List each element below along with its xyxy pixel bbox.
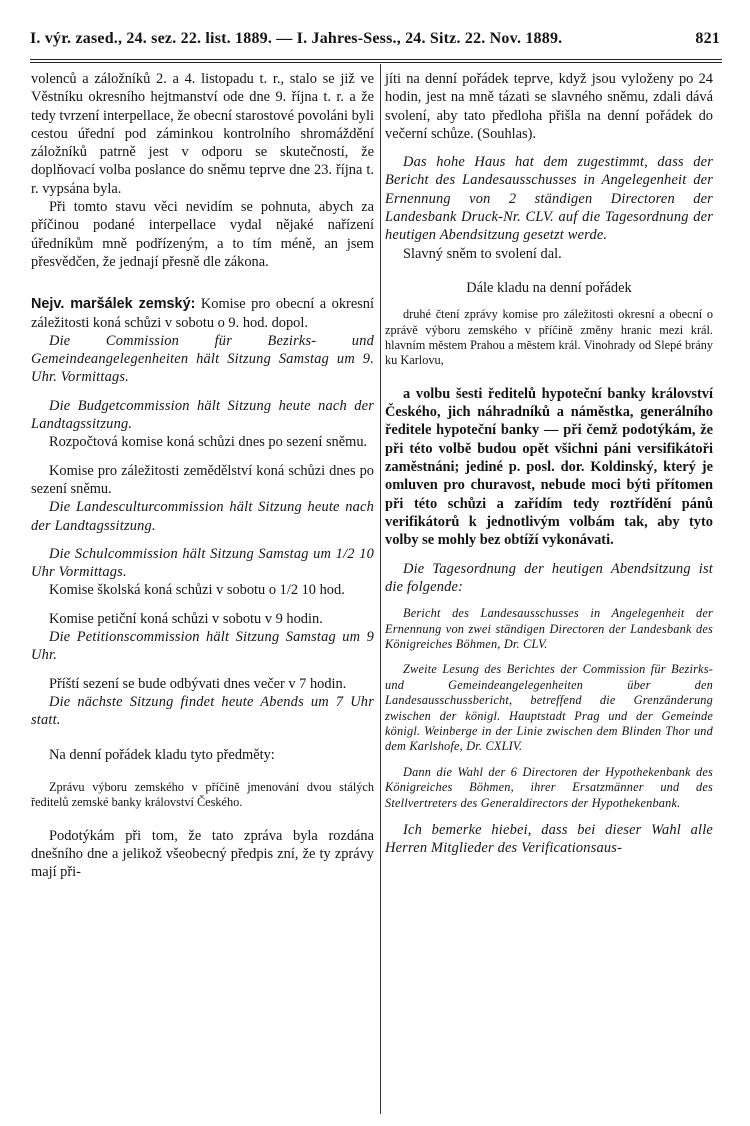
paragraph: volenců a záložníků 2. a 4. listopadu t. r., stalo se již ve Věstníku okresního hejtmanství ode dne 9. října t. r. a že tedy tvrzení interpellace, že obecní starostové povoláni byli cestou úřední pod záminkou kontrolního shromáždění záložníků patrně jest v odporu se skutečností, že doplňovací volba poslance do sněmu teprve dne 23. října t. r. vypsána byla. [31,71,374,197]
right-column [385,70,713,858]
speaker-name: Nejv. maršálek zemský: [31,296,196,313]
paragraph: Komise pro záležitosti zemědělství koná schůzi dnes po sezení sněmu. [31,462,374,497]
paragraph: Podotýkám při tom, že tato zpráva byla rozdána dnešního dne a jelikož všeobecný předpis zní, že ty zprávy mají při- [31,827,374,881]
agenda-item-german: Zweite Lesung des Berichtes der Commission für Bezirks- und Gemeindeangelegenheiten über den Landesausschussbericht, betreffend die Grenzänderung zwischen der königl. Hauptstadt Prag und der Gemeinde königl. Weinberge in der Linie zwischen dem Blinden Thor und dem Karlshofe, Dr. CXLIV. [385,662,713,754]
agenda-item: druhé čtení zprávy komise pro záležitosti okresní a obecní o zprávě výboru zemského v příčině změny hranic mezi král. hlavním městem Prahou a městem král. Vinohrady od Slepé brány ku Karlovu, [385,307,713,368]
agenda-item-german: Dann die Wahl der 6 Directoren der Hypothekenbank des Königreiches Böhmen, ihrer Ersatzmänner und des Stellvertreters des Generaldirectors der Hypothekenbank. [385,764,713,810]
page-number: 821 [695,30,720,47]
paragraph: Příští sezení se bude odbývati dnes večer v 7 hodin. [49,675,347,692]
paragraph-text: Komise pro obecní a okresní záležitosti koná schůzi v sobotu o 9. hod. dopol. [31,296,375,331]
paragraph: Slavný sněm to svolení dal. [403,245,562,262]
paragraph: a volbu šesti ředitelů hypoteční banky království Českého, jich náhradníků a náměstka, generálního ředitele hypoteční banky — při čemž podotýkám, že při této volbě budou opět všichni páni versifikátoři zaměstnáni; jediné p. posl. dor. Koldinský, který je omluven pro churavost, nebude moci býti přítomen při této schůzi a zařídím tedy roztřídění pánů verifikátorů k jednotlivým volbám tak, aby tyto volby se mohly bez obtíží vykonávati. [385,385,713,549]
paragraph-german: Das hohe Haus hat dem zugestimmt, dass der Bericht des Landesausschusses in Angelegenheit der Ernennung von 2 ständigen Directoren der Landesbank Druck-Nr. CLV. auf die Tagesordnung der heutigen Abendsitzung gesetzt werde. [385,154,713,244]
paragraph: Při tomto stavu věci nevidím se pohnuta, abych za příčinou podané interpellace vydal nějaké nařízení úředníkům mně podřízeným, a to tím méně, an jsem přesvědčen, že jednají přesně dle zákona. [31,199,374,270]
left-column [31,70,374,882]
header-rule [30,59,722,60]
header-rule-second [30,62,722,63]
agenda-item-german: Bericht des Landesausschusses in Angelegenheit der Ernennung von zwei ständigen Directoren der Landesbank des Königreiches Böhmen, Dr. CLV. [385,606,713,651]
paragraph: Dále kladu na denní pořádek [466,279,632,296]
running-header [30,30,720,48]
paragraph-german: Die Petitionscommission hält Sitzung Samstag um 9 Uhr. [31,629,374,664]
header-title: I. výr. zased., 24. sez. 22. list. 1889. — I. Jahres-Sess., 24. Sitz. 22. Nov. 1889. [30,30,563,47]
paragraph: Na denní pořádek kladu tyto předměty: [49,746,275,763]
column-divider [380,64,381,1114]
paragraph: Komise školská koná schůzi v sobotu o 1/2 10 hod. [49,582,345,599]
paragraph-german: Die Schulcommission hält Sitzung Samstag um 1/2 10 Uhr Vormittags. [31,545,374,581]
paragraph: jíti na denní pořádek teprve, když jsou vyloženy po 24 hodin, jest na mně tázati se slavného sněmu, zdali dává svolení, aby tato předloha přišla na denní pořádek do večerní schůze. (Souhlas). [385,71,713,142]
paragraph: Rozpočtová komise koná schůzi dnes po sezení sněmu. [49,434,368,451]
paragraph-german: Die Landesculturcommission hält Sitzung heute nach der Landtagssitzung. [31,499,374,534]
paragraph: Komise petiční koná schůzi v sobotu v 9 hodin. [49,610,323,627]
agenda-item: Zprávu výboru zemského v příčině jmenování dvou stálých ředitelů zemské banky království Českého. [31,779,374,810]
paragraph-german: Die Commission für Bezirks- und Gemeindeangelegenheiten hält Sitzung Samstag um 9. Uhr. Vormittags. [31,332,374,386]
paragraph-german: Ich bemerke hiebei, dass bei dieser Wahl alle Herren Mitglieder des Verificationsaus- [385,822,713,857]
speaker-paragraph [31,295,374,332]
paragraph-german: Die Tagesordnung der heutigen Abendsitzung ist die folgende: [385,560,713,595]
paragraph-german: Die nächste Sitzung findet heute Abends um 7 Uhr statt. [31,693,374,729]
paragraph-german: Die Budgetcommission hält Sitzung heute nach der Landtagssitzung. [31,397,374,433]
